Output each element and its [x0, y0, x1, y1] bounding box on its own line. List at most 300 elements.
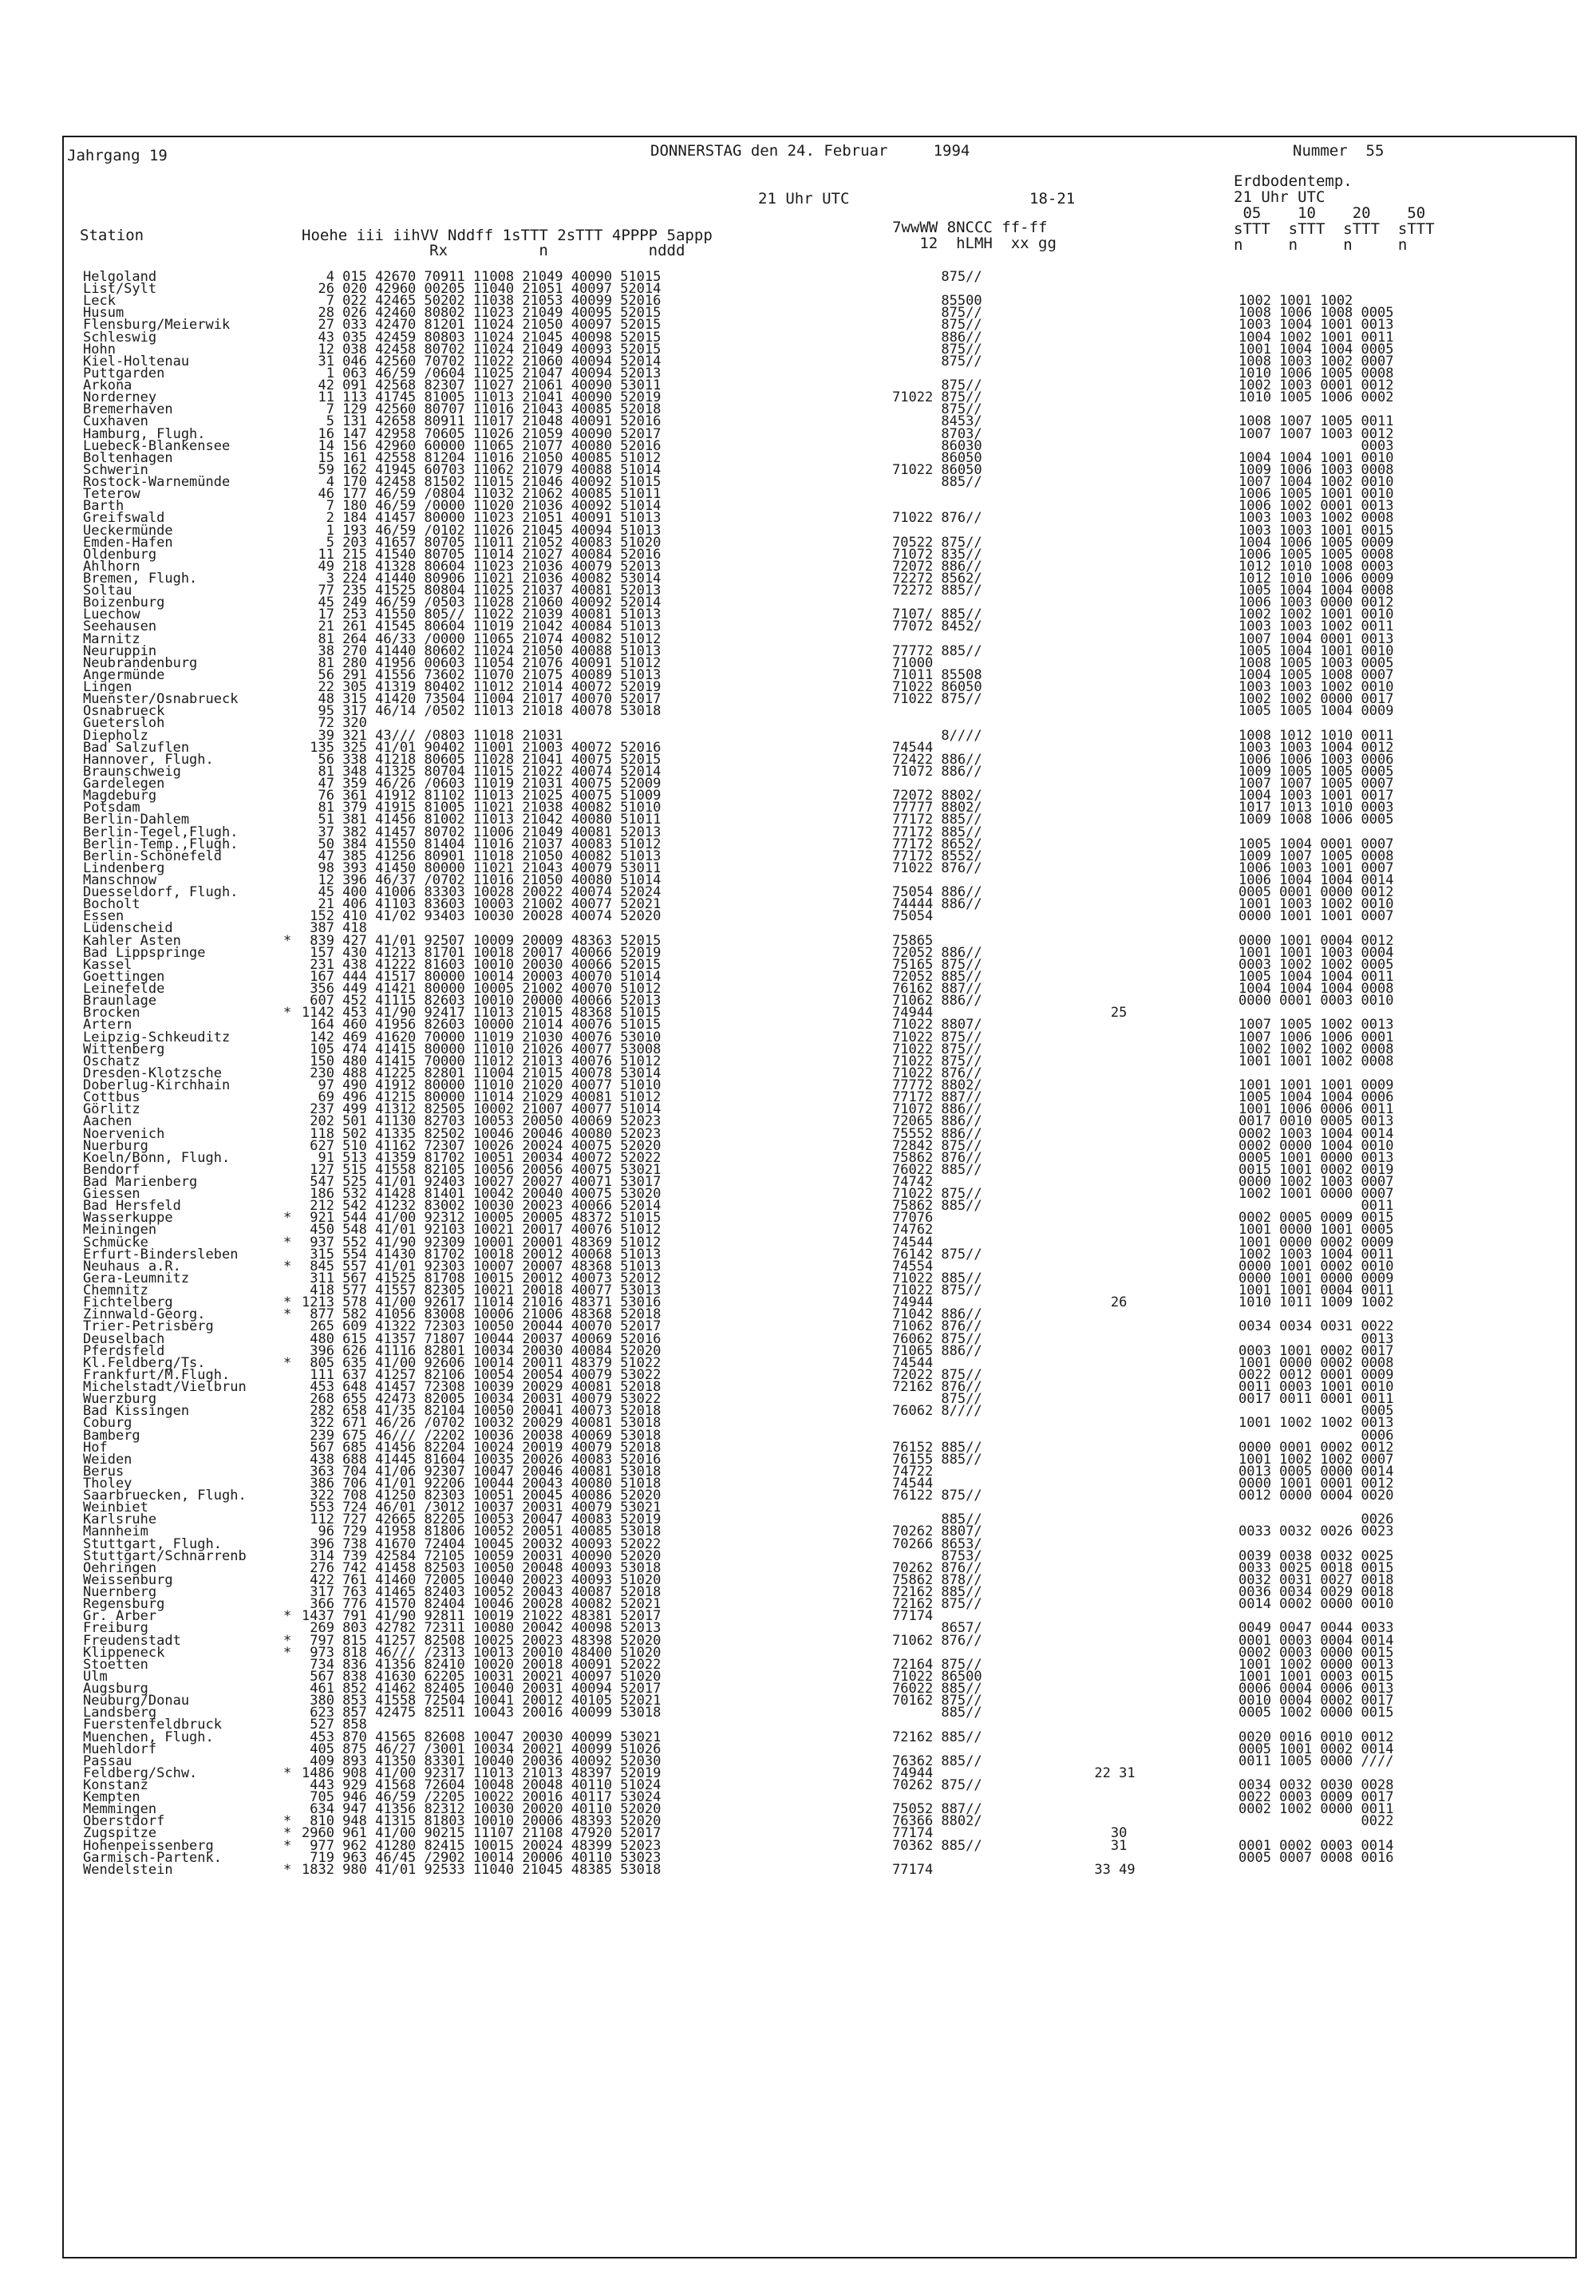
- station-name: Neuburg/Donau: [83, 1693, 190, 1709]
- weather-group: 71022 875//: [892, 1186, 982, 1203]
- weather-group: 76022 885//: [892, 1161, 982, 1178]
- station-name: Mannheim: [83, 1523, 148, 1540]
- weather-group: 70266 8653/: [892, 1535, 982, 1552]
- synop-values: 15 161 42558 81204 11016 21050 40085 51012: [302, 449, 662, 466]
- synop-values: 81 379 41915 81005 11021 21038 40082 51010: [302, 800, 662, 816]
- synop-values: 21 406 41103 83603 10003 21002 40077 52021: [302, 896, 662, 913]
- soil-temperatures: 0000 1001 0002 0010: [1238, 1258, 1394, 1274]
- station-name: Soltau: [83, 583, 132, 599]
- station-name: Memmingen: [83, 1801, 157, 1818]
- station-name: Oschatz: [83, 1053, 140, 1069]
- mountain-mark: *: [283, 1294, 292, 1311]
- station-name: Bocholt: [83, 896, 140, 913]
- soil-temperatures: 1006 1004 1004 0014: [1238, 872, 1394, 888]
- weather-group: 875//: [892, 317, 982, 334]
- synop-values: 607 452 41115 82603 10010 20000 40066 52013: [302, 993, 662, 1010]
- station-name: Weissenburg: [83, 1571, 173, 1588]
- synop-values: 97 490 41912 80000 11010 21020 40077 51010: [302, 1077, 662, 1094]
- synop-values: 322 708 41250 82303 10051 20045 40086 52020: [302, 1488, 662, 1504]
- station-name: Berlin-Schönefeld: [83, 848, 222, 864]
- station-name: Weiden: [83, 1451, 132, 1468]
- synop-values: 47 359 46/26 /0603 11019 21031 40075 52009: [302, 776, 662, 792]
- weather-group: 74944: [892, 1294, 934, 1311]
- station-name: Hamburg, Flugh.: [83, 425, 206, 442]
- station-name: Luebeck-Blankensee: [83, 437, 231, 454]
- station-name: Stoetten: [83, 1656, 148, 1673]
- station-name: Kempten: [83, 1789, 140, 1806]
- station-name: Bad Marienberg: [83, 1174, 198, 1190]
- station-name: Meiningen: [83, 1222, 157, 1239]
- soil-temperatures: 0000 0001 0002 0012: [1238, 1439, 1394, 1456]
- soil-temperatures: 0032 0031 0027 0018: [1238, 1571, 1394, 1588]
- station-name: Schleswig: [83, 329, 157, 346]
- weather-group: 72052 886//: [892, 944, 982, 961]
- soil-temperatures: 0020 0016 0010 0012: [1238, 1729, 1394, 1745]
- station-name: Wittenberg: [83, 1041, 165, 1057]
- station-name: Cottbus: [83, 1089, 140, 1106]
- weather-group: 86050: [892, 449, 982, 466]
- synop-values: 46 177 46/59 /0804 11032 21062 40085 51011: [302, 486, 662, 503]
- soil-temperatures: 1006 1006 1003 0006: [1238, 751, 1394, 768]
- station-name: Bendorf: [83, 1161, 140, 1178]
- soil-temperatures: 0002 1003 1004 0014: [1238, 1125, 1394, 1142]
- soil-temperatures: 0011 1005 0000 ////: [1238, 1753, 1394, 1769]
- station-name: Bremerhaven: [83, 401, 173, 418]
- synop-values: 69 496 41215 80000 11014 21029 40081 51012: [302, 1089, 662, 1106]
- soil-temperatures: 0006 0004 0006 0013: [1238, 1681, 1394, 1697]
- station-name: Arkona: [83, 377, 132, 394]
- station-name: Lingen: [83, 679, 132, 696]
- station-name: Luechow: [83, 607, 140, 623]
- soil-temperatures: 1001 0000 0002 0008: [1238, 1354, 1394, 1371]
- weather-group: 71072 886//: [892, 763, 982, 780]
- soil-temperatures: 1003 1003 1002 0008: [1238, 510, 1394, 527]
- station-name: Karlsruhe: [83, 1512, 157, 1528]
- station-name: Freudenstadt: [83, 1632, 181, 1649]
- soil-temperatures: 0034 0032 0030 0028: [1238, 1777, 1394, 1793]
- weather-group: 76142 875//: [892, 1246, 982, 1263]
- synop-values: 31 046 42560 70702 11022 21060 40094 52014: [302, 353, 662, 369]
- synop-values: 805 635 41/00 92606 10014 20011 48379 51022: [302, 1354, 662, 1371]
- synop-values: 11 215 41540 80705 11014 21027 40084 52016: [302, 546, 662, 563]
- synop-values: 47 385 41256 80901 11018 21050 40082 51013: [302, 848, 662, 864]
- synop-values: 567 838 41630 62205 10031 20021 40097 51020: [302, 1668, 662, 1685]
- soil-temperatures: 1002 1002 1002 0008: [1238, 1041, 1394, 1057]
- weather-group: 71022 876//: [892, 1065, 982, 1081]
- soil-temperatures: 0002 0005 0009 0015: [1238, 1210, 1394, 1227]
- station-name: Hof: [83, 1439, 108, 1456]
- soil-temperatures: 1004 1004 1004 0008: [1238, 981, 1394, 998]
- synop-values: 37 382 41457 80702 11006 21049 40081 52013: [302, 824, 662, 840]
- station-name: Passau: [83, 1753, 132, 1769]
- station-name: Hannover, Flugh.: [83, 751, 214, 768]
- synop-values: 797 815 41257 82508 10025 20023 48398 52020: [302, 1632, 662, 1649]
- synop-values: 167 444 41517 80000 10014 20003 40070 51014: [302, 968, 662, 985]
- soil-title: Erdbodentemp.: [1234, 172, 1353, 190]
- station-name: Wuerzburg: [83, 1391, 157, 1408]
- weather-group: 71022 875//: [892, 1282, 982, 1299]
- soil-temperatures: 1008 1005 1003 0005: [1238, 654, 1394, 671]
- synop-values: 527 858: [302, 1717, 367, 1733]
- station-name: Gardelegen: [83, 776, 165, 792]
- synop-values: 91 513 41359 81702 10051 20034 40072 52022: [302, 1149, 662, 1166]
- synop-values: 16 147 42958 70605 11026 21059 40090 52017: [302, 425, 662, 442]
- weather-group: 74544: [892, 1234, 934, 1251]
- synop-values: 5 131 42658 80911 11017 21048 40091 52016: [302, 413, 662, 430]
- synop-values: 438 688 41445 81604 10035 20026 40083 52016: [302, 1451, 662, 1468]
- soil-temperatures: 0022 0012 0001 0009: [1238, 1366, 1394, 1383]
- soil-temperatures: 0022: [1238, 1813, 1394, 1830]
- mountain-mark: *: [283, 1354, 292, 1371]
- synop-values: 45 400 41006 83303 10028 20022 40074 52024: [302, 884, 662, 901]
- station-name: Neuhaus a.R.: [83, 1258, 181, 1274]
- weather-group: 72842 875//: [892, 1137, 982, 1154]
- soil-temperatures: 1007 1004 1002 0010: [1238, 474, 1394, 491]
- synop-values: 157 430 41213 81701 10018 20017 40066 52019: [302, 944, 662, 961]
- weather-group: 76062 875//: [892, 1330, 982, 1347]
- synop-values: 480 615 41357 71807 10044 20037 40069 52016: [302, 1330, 662, 1347]
- station-name: Nuerburg: [83, 1137, 148, 1154]
- station-name: Leck: [83, 293, 116, 310]
- soil-temperatures: 1008 1006 1008 0005: [1238, 305, 1394, 322]
- weather-group: 875//: [892, 1391, 982, 1408]
- synop-values: 1 063 46/59 /0604 11025 21047 40094 52013: [302, 365, 662, 381]
- soil-temperatures: 0006: [1238, 1427, 1394, 1444]
- soil-temperatures: 0013 0005 0000 0014: [1238, 1463, 1394, 1480]
- station-name: Bremen, Flugh.: [83, 571, 198, 587]
- soil-temperatures: 1010 1005 1006 0002: [1238, 389, 1394, 406]
- station-name: Leipzig-Schkeuditz: [83, 1029, 231, 1045]
- soil-temperatures: 0039 0038 0032 0025: [1238, 1547, 1394, 1564]
- station-name: Michelstadt/Vielbrun: [83, 1379, 247, 1396]
- station-name: Stuttgart, Flugh.: [83, 1535, 222, 1552]
- station-name: Stuttgart/Schnarrenb: [83, 1547, 247, 1564]
- soil-temperatures: 1001 1002 0000 0013: [1238, 1656, 1394, 1673]
- weather-group: 70262 8807/: [892, 1523, 982, 1540]
- station-name: Bamberg: [83, 1427, 140, 1444]
- mountain-mark: *: [283, 1837, 292, 1854]
- synop-values: 28 026 42460 80802 11023 21049 40095 52015: [302, 305, 662, 322]
- soil-temperatures: 0000 1001 0000 0009: [1238, 1270, 1394, 1286]
- synop-values: 112 727 42665 82205 10053 20047 40083 52019: [302, 1512, 662, 1528]
- soil-temperatures: 0005 1001 0002 0014: [1238, 1741, 1394, 1757]
- soil-temperatures: 0013: [1238, 1330, 1394, 1347]
- weather-group: 71062 876//: [892, 1318, 982, 1335]
- synop-values: 45 249 46/59 /0503 11028 21060 40092 52014: [302, 595, 662, 611]
- weather-group: 885//: [892, 474, 982, 491]
- weather-group: 875//: [892, 353, 982, 369]
- weather-group: 76062 8////: [892, 1403, 982, 1420]
- station-name: Barth: [83, 498, 124, 515]
- synop-values: 164 460 41956 82603 10000 21014 40076 51015: [302, 1017, 662, 1033]
- weather-group: 75862 885//: [892, 1198, 982, 1215]
- weather-group: 72272 8562/: [892, 571, 982, 587]
- weather-group: 72072 886//: [892, 558, 982, 575]
- weather-group: 886//: [892, 329, 982, 346]
- synop-values: 27 033 42470 81201 11024 21050 40097 52015: [302, 317, 662, 334]
- synop-values: 2960 961 41/00 90215 11107 21108 47920 52017: [302, 1825, 662, 1842]
- weather-group: 71022 885//: [892, 1270, 982, 1286]
- station-name: Husum: [83, 305, 124, 322]
- weather-group: 74544: [892, 1354, 934, 1371]
- soil-temperatures: 0014 0002 0000 0010: [1238, 1596, 1394, 1613]
- synop-values: 380 853 41558 72504 10041 20012 40105 52021: [302, 1693, 662, 1709]
- station-name: Gr. Arber: [83, 1608, 157, 1625]
- wind-gust: 33 49: [1045, 1861, 1136, 1878]
- soil-temperatures: 1005 1004 1001 0010: [1238, 642, 1394, 659]
- soil-temperatures: 1010 1011 1009 1002: [1238, 1294, 1394, 1311]
- synop-values: 387 418: [302, 920, 367, 937]
- weather-group: 72162 885//: [892, 1584, 982, 1601]
- synop-values: 111 637 41257 82106 10054 20054 40079 53022: [302, 1366, 662, 1383]
- weather-group: 75165 875//: [892, 956, 982, 973]
- synop-values: 366 776 41570 82404 10046 20028 40082 52021: [302, 1596, 662, 1613]
- soil-temperatures: 1003 1004 1001 0013: [1238, 317, 1394, 334]
- synop-values: 418 577 41557 82305 10021 20018 40077 53013: [302, 1282, 662, 1299]
- soil-temperatures: 1009 1007 1005 0008: [1238, 848, 1394, 864]
- synop-values: 237 499 41312 82505 10002 21007 40077 51014: [302, 1101, 662, 1118]
- synop-values: 877 582 41056 83008 10006 21006 48368 52018: [302, 1306, 662, 1323]
- station-name: Bad Hersfeld: [83, 1198, 181, 1215]
- synop-values: 56 291 41556 73602 11070 21075 40089 51013: [302, 666, 662, 683]
- weather-group: 70162 875//: [892, 1693, 982, 1709]
- soil-temperatures: 0017 0010 0005 0013: [1238, 1113, 1394, 1130]
- synop-values: 26 020 42960 00205 11040 21051 40097 52014: [302, 281, 662, 298]
- soil-temperatures: 1001 1001 0004 0011: [1238, 1282, 1394, 1299]
- station-name: Neuruppin: [83, 642, 157, 659]
- station-name: Bad Lippspringe: [83, 944, 206, 961]
- synop-values: 50 384 41550 81404 11016 21037 40083 51012: [302, 836, 662, 852]
- synop-values: 14 156 42960 60000 11065 21077 40080 52016: [302, 437, 662, 454]
- station-name: Doberlug-Kirchhain: [83, 1077, 231, 1094]
- synop-values: 386 706 41/01 92206 10044 20043 40080 51018: [302, 1476, 662, 1492]
- station-name: Hohn: [83, 341, 116, 358]
- synop-values: 59 162 41945 60703 11062 21079 40088 51014: [302, 461, 662, 478]
- wind-gust: 25: [1045, 1005, 1128, 1022]
- soil-cols: sTTT sTTT sTTT sTTT: [1234, 220, 1435, 238]
- synop-values: 1437 791 41/90 92811 10019 21022 48381 52017: [302, 1608, 662, 1625]
- weather-group: 77076: [892, 1210, 934, 1227]
- station-name: Bad Salzuflen: [83, 739, 190, 756]
- soil-temperatures: 1002 1002 1001 0010: [1238, 607, 1394, 623]
- synop-values: 43 035 42459 80803 11024 21045 40098 52015: [302, 329, 662, 346]
- weather-group: 75865: [892, 932, 934, 949]
- soil-temperatures: 1001 1004 1004 0005: [1238, 341, 1394, 358]
- soil-temperatures: 0005 0001 0000 0012: [1238, 884, 1394, 901]
- synop-values: 239 675 46/// /2202 10036 20038 40069 53018: [302, 1427, 662, 1444]
- soil-temperatures: 0000 1001 1001 0007: [1238, 908, 1394, 925]
- station-name: Feldberg/Schw.: [83, 1764, 198, 1781]
- soil-temperatures: 1002 1002 0000 0017: [1238, 691, 1394, 708]
- station-name: Freiburg: [83, 1620, 148, 1637]
- station-name: Puttgarden: [83, 365, 165, 381]
- station-name: Cuxhaven: [83, 413, 148, 430]
- synop-values: 17 253 41550 805// 11022 21039 40081 51013: [302, 607, 662, 623]
- soil-temperatures: 1012 1010 1006 0009: [1238, 571, 1394, 587]
- wind-gust: 26: [1045, 1294, 1128, 1311]
- weather-group: 77172 885//: [892, 824, 982, 840]
- weather-group: 71062 886//: [892, 993, 982, 1010]
- synop-values: 77 235 41525 80804 11025 21037 40081 52013: [302, 583, 662, 599]
- synop-values: 450 548 41/01 92103 10021 20017 40076 51012: [302, 1222, 662, 1239]
- synop-values: 1 193 46/59 /0102 11026 21045 40094 51013: [302, 522, 662, 539]
- weather-group: 77777 8802/: [892, 800, 982, 816]
- synop-values: 12 038 42458 80702 11024 21049 40093 52015: [302, 341, 662, 358]
- station-name: Berus: [83, 1463, 124, 1480]
- soil-temperatures: 1006 1005 1001 0010: [1238, 486, 1394, 503]
- weather-group: 71000: [892, 654, 934, 671]
- station-name: Duesseldorf, Flugh.: [83, 884, 239, 901]
- soil-temperatures: 1002 1003 1004 0011: [1238, 1246, 1394, 1263]
- soil-temperatures: 1003 1003 1004 0012: [1238, 739, 1394, 756]
- soil-temperatures: 0000 1002 1003 0007: [1238, 1174, 1394, 1190]
- soil-temperatures: 0005 1002 0000 0015: [1238, 1705, 1394, 1721]
- soil-temperatures: 1004 1005 1008 0007: [1238, 666, 1394, 683]
- weather-group: 76162 887//: [892, 981, 982, 998]
- weather-group: 71022 86050: [892, 679, 982, 696]
- station-name: Guetersloh: [83, 715, 165, 732]
- weather-group: 85500: [892, 293, 982, 310]
- weather-group: 72072 8802/: [892, 788, 982, 804]
- weather-group: 885//: [892, 1705, 982, 1721]
- soil-temperatures: 0000 0001 0003 0010: [1238, 993, 1394, 1010]
- synop-values: 4 170 42458 81502 11015 21046 40092 51015: [302, 474, 662, 491]
- weather-group: 70362 885//: [892, 1837, 982, 1854]
- soil-temperatures: 1005 1004 1004 0006: [1238, 1089, 1394, 1106]
- station-name: Braunlage: [83, 993, 157, 1010]
- synop-values: 422 761 41460 72005 10040 20023 40093 51020: [302, 1571, 662, 1588]
- weather-group: 77772 8802/: [892, 1077, 982, 1094]
- soil-temperatures: 1001 1001 1002 0008: [1238, 1053, 1394, 1069]
- station-name: Augsburg: [83, 1681, 148, 1697]
- soil-temperatures: 1009 1005 1005 0005: [1238, 763, 1394, 780]
- soil-temperatures: 0049 0047 0044 0033: [1238, 1620, 1394, 1637]
- synop-values: 49 218 41328 80604 11023 21036 40079 52013: [302, 558, 662, 575]
- synop-values: 977 962 41280 82415 10015 20024 48399 52023: [302, 1837, 662, 1854]
- synop-values: 396 626 41116 82801 10034 20030 40084 52020: [302, 1342, 662, 1359]
- synop-values: 135 325 41/01 90402 11001 21003 40072 52016: [302, 739, 662, 756]
- station-name: Kassel: [83, 956, 132, 973]
- soil-temperatures: 1009 1006 1003 0008: [1238, 461, 1394, 478]
- station-name: Gera-Leumnitz: [83, 1270, 190, 1286]
- synop-values: 973 818 46/// /2313 10013 20010 48400 51020: [302, 1644, 662, 1661]
- wind-gust: 22 31: [1045, 1764, 1136, 1781]
- synop-values: 705 946 46/59 /2205 10022 20016 40117 53024: [302, 1789, 662, 1806]
- synop-values: 76 361 41912 81102 11013 21025 40075 51009: [302, 788, 662, 804]
- station-name: Schmücke: [83, 1234, 148, 1251]
- col-weather: 7wwWW 8NCCC ff-ff: [892, 219, 1048, 236]
- soil-temperatures: 0010 0004 0002 0017: [1238, 1693, 1394, 1709]
- soil-temperatures: 1004 1006 1005 0009: [1238, 534, 1394, 551]
- weather-group: 76122 875//: [892, 1488, 982, 1504]
- station-name: Ahlhorn: [83, 558, 140, 575]
- weather-group: 71022 875//: [892, 1053, 982, 1069]
- mountain-mark: *: [283, 1825, 292, 1842]
- mountain-mark: *: [283, 1210, 292, 1227]
- synop-values: 268 655 42473 82005 10034 20031 40079 53022: [302, 1391, 662, 1408]
- station-name: Aachen: [83, 1113, 132, 1130]
- synop-values: 1142 453 41/90 92417 11013 21015 48368 51015: [302, 1005, 662, 1022]
- station-name: Giessen: [83, 1186, 140, 1203]
- synop-values: 7 129 42560 80707 11016 21043 40085 52018: [302, 401, 662, 418]
- soil-temperatures: 1001 1001 1001 0009: [1238, 1077, 1394, 1094]
- station-name: Landsberg: [83, 1705, 157, 1721]
- weather-group: 70522 875//: [892, 534, 982, 551]
- synop-values: 42 091 42568 82307 11027 21061 40090 53011: [302, 377, 662, 394]
- weather-group: 75862 876//: [892, 1149, 982, 1166]
- station-name: Wendelstein: [83, 1861, 173, 1878]
- weather-group: 71022 86500: [892, 1668, 982, 1685]
- col-weather-sub: 12 hLMH xx gg: [892, 235, 1057, 252]
- weather-group: 71065 886//: [892, 1342, 982, 1359]
- soil-temperatures: 0001 0002 0003 0014: [1238, 1837, 1394, 1854]
- station-name: Wasserkuppe: [83, 1210, 173, 1227]
- soil-temperatures: 1006 1002 0001 0013: [1238, 498, 1394, 515]
- synop-values: 5 203 41657 80705 11011 21052 40083 51020: [302, 534, 662, 551]
- mountain-mark: *: [283, 1764, 292, 1781]
- col-main-sub: Rx n nddd: [302, 242, 685, 259]
- synop-values: 186 532 41428 81401 10042 20040 40075 53020: [302, 1186, 662, 1203]
- number-label: Nummer 55: [1293, 142, 1385, 160]
- synop-values: 231 438 41222 81603 10010 20030 40066 52015: [302, 956, 662, 973]
- soil-temperatures: 0011 0003 1001 0010: [1238, 1379, 1394, 1396]
- weather-group: 77772 885//: [892, 642, 982, 659]
- station-name: Bad Kissingen: [83, 1403, 190, 1420]
- weather-group: 86030: [892, 437, 982, 454]
- col-main: Hoehe iii iihVV Nddff 1sTTT 2sTTT 4PPPP 5appp: [302, 227, 713, 244]
- synop-values: 356 449 41421 80000 10005 21002 40070 51012: [302, 981, 662, 998]
- soil-temperatures: 1003 1003 1001 0015: [1238, 522, 1394, 539]
- weather-group: 75054 886//: [892, 884, 982, 901]
- synop-values: 7 180 46/59 /0000 11020 21036 40092 51014: [302, 498, 662, 515]
- synop-values: 453 870 41565 82608 10047 20030 40099 53021: [302, 1729, 662, 1745]
- station-name: Regensburg: [83, 1596, 165, 1613]
- weather-group: 72422 886//: [892, 751, 982, 768]
- station-name: Leinefelde: [83, 981, 165, 998]
- synop-values: 51 381 41456 81002 11013 21042 40080 51011: [302, 812, 662, 828]
- station-name: Kiel-Holtenau: [83, 353, 190, 369]
- synop-values: 127 515 41558 82105 10056 20056 40075 53021: [302, 1161, 662, 1178]
- weather-group: 885//: [892, 1512, 982, 1528]
- synop-values: 12 396 46/37 /0702 11016 21050 40080 51014: [302, 872, 662, 888]
- station-name: Oldenburg: [83, 546, 157, 563]
- synop-values: 72 320: [302, 715, 367, 732]
- station-name: Ueckermünde: [83, 522, 173, 539]
- soil-temperatures: 0005: [1238, 1403, 1394, 1420]
- synop-values: 96 729 41958 81806 10052 20051 40085 53018: [302, 1523, 662, 1540]
- soil-temperatures: 0000 1001 0004 0012: [1238, 932, 1394, 949]
- weather-group: 70262 875//: [892, 1777, 982, 1793]
- soil-temperatures: 0022 0003 0009 0017: [1238, 1789, 1394, 1806]
- station-name: Manschnow: [83, 872, 157, 888]
- synop-values: 845 557 41/01 92303 10007 20007 48368 51013: [302, 1258, 662, 1274]
- soil-temperatures: 1007 1007 1005 0007: [1238, 776, 1394, 792]
- synop-values: 311 567 41525 81708 10015 20012 40073 52012: [302, 1270, 662, 1286]
- soil-temperatures: 0015 1001 0002 0019: [1238, 1161, 1394, 1178]
- station-name: Muenchen, Flugh.: [83, 1729, 214, 1745]
- soil-temperatures: 0033 0025 0018 0015: [1238, 1559, 1394, 1576]
- synop-values: 98 393 41450 80000 11021 21043 40079 53011: [302, 860, 662, 876]
- mountain-mark: *: [283, 1005, 292, 1022]
- soil-temperatures: 1001 1001 0003 0015: [1238, 1668, 1394, 1685]
- station-name: Klippeneck: [83, 1644, 165, 1661]
- station-name: Helgoland: [83, 269, 157, 285]
- weather-group: 72162 885//: [892, 1729, 982, 1745]
- synop-values: 282 658 41/35 82104 10050 20041 40073 52018: [302, 1403, 662, 1420]
- soil-temperatures: 0026: [1238, 1512, 1394, 1528]
- weather-group: 75552 886//: [892, 1125, 982, 1142]
- weather-group: 71072 835//: [892, 546, 982, 563]
